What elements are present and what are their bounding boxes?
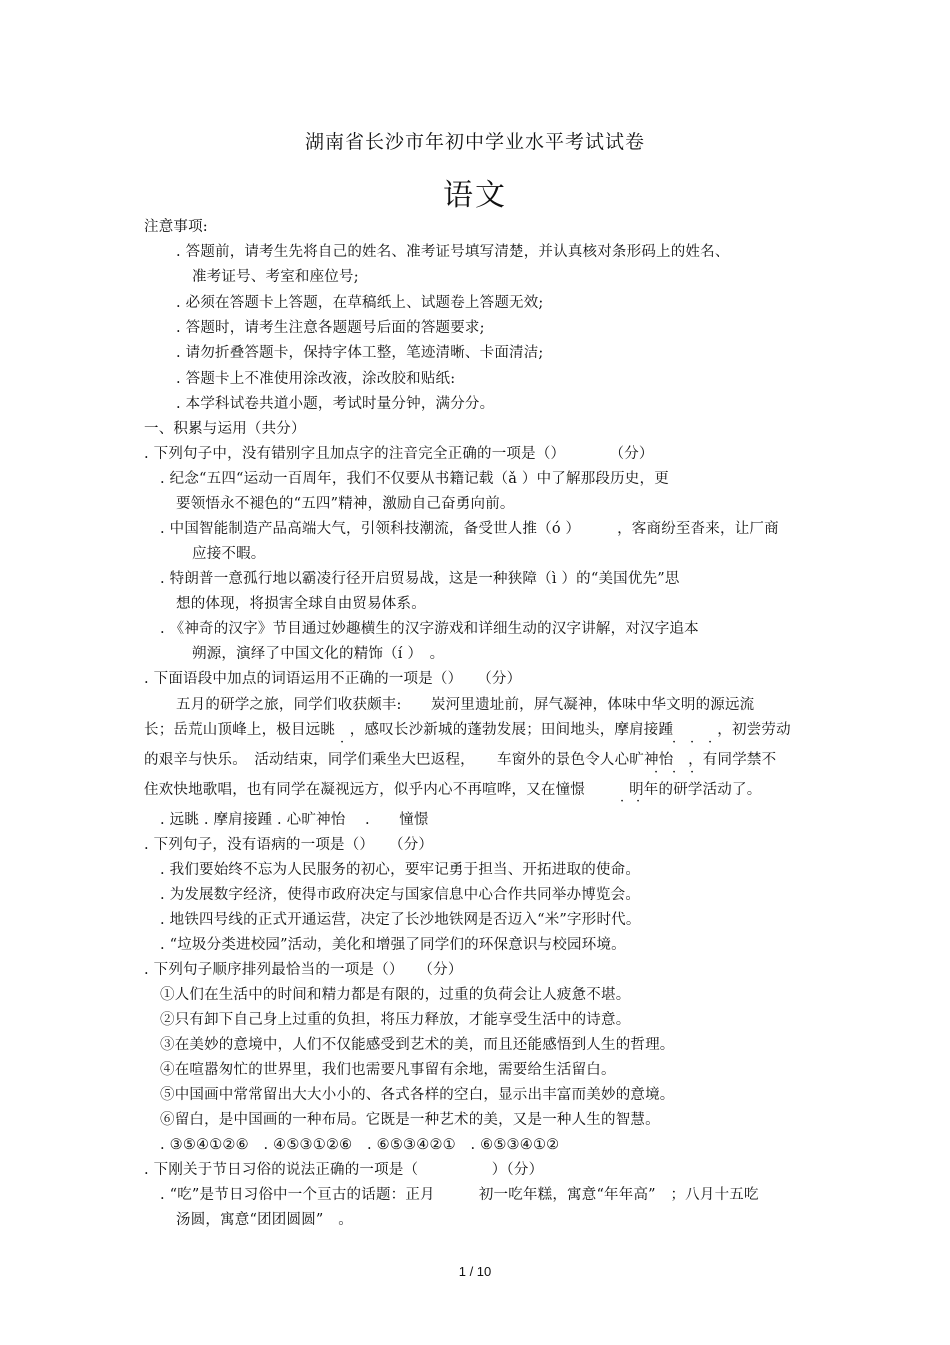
answer-option: . “吃”是节日习俗中一个亘古的话题：正月 初一吃年糕，寓意“年年高” ；八月十五吃	[160, 1187, 759, 1203]
numbered-sentence: ②只有卸下自己身上过重的负担，将压力释放，才能享受生活中的诗意。	[160, 1012, 631, 1028]
numbered-sentence: ⑤中国画中常常留出大大小小的、各式各样的空白，显示出丰富而美妙的意境。	[160, 1087, 675, 1103]
emphasis-dot: ·	[636, 794, 641, 809]
answer-option-continuation: 要领悟永不褪色的“五四”精神，激励自己奋勇向前。	[176, 496, 515, 512]
answer-option-continuation: 汤圆，寓意“团团圆圆” 。	[176, 1212, 353, 1228]
numbered-sentence: ④在喧嚣匆忙的世界里，我们也需要凡事留有余地，需要给生活留白。	[160, 1062, 616, 1078]
question-stem: . 下列句子顺序排列最恰当的一项是（） （分）	[144, 962, 463, 978]
emphasis-dot: ·	[672, 735, 677, 750]
emphasis-dot: ·	[340, 735, 345, 750]
answer-option: . 特朗普一意孤行地以霸凌行径开启贸易战，这是一种狭障（ì ）的“美国优先”思	[160, 571, 680, 587]
note-item: . 请勿折叠答题卡，保持字体工整，笔迹清晰、卡面清洁;	[176, 345, 544, 361]
passage-line: 长；岳荒山顶峰上，极目远眺 ，感叹长沙新城的蓬勃发展；田间地头，摩肩接踵 ，初尝劳动	[144, 722, 791, 738]
question-stem: . 下列句子，没有语病的一项是（） （分）	[144, 837, 434, 853]
answer-option-continuation: 朔源，演绎了中国文化的精饰（í ） 。	[192, 646, 445, 662]
emphasis-dot: ·	[620, 794, 625, 809]
exam-title: 湖南省长沙市年初中学业水平考试试卷	[304, 131, 645, 153]
passage-line: 住欢快地歌唱，也有同学在凝视远方，似乎内心不再喧哗，又在憧憬 明年的研学活动了。	[144, 782, 762, 798]
note-item: . 答题前，请考生先将自己的姓名、准考证号填写清楚，并认真核对条形码上的姓名、	[176, 244, 730, 260]
answer-option: . 中国智能制造产品高端大气，引领科技潮流，备受世人推（ó ） ，客商纷至沓来，让厂商	[160, 521, 779, 537]
question-stem: . 下列句子中，没有错别字且加点字的注音完全正确的一项是（） （分）	[144, 446, 654, 462]
section-heading: 一、积累与运用（共分）	[144, 421, 306, 437]
answer-option-continuation: 应接不暇。	[192, 546, 266, 562]
answer-option: . “垃圾分类进校园”活动，美化和增强了同学们的环保意识与校园环境。	[160, 937, 626, 953]
passage-line: 的艰辛与快乐。 活动结束，同学们乘坐大巴返程， 车窗外的景色令人心旷神怡 ，有同学禁不	[144, 752, 777, 768]
passage-line: 五月的研学之旅，同学们收获颇丰: 炭河里遗址前，屏气凝神，体味中华文明的源远流	[176, 697, 755, 713]
answer-option-continuation: 想的体现，将损害全球自由贸易体系。	[176, 596, 426, 612]
emphasis-dot: ·	[690, 765, 695, 780]
note-item: . 本学科试卷共道小题，考试时量分钟，满分分。	[176, 396, 495, 412]
note-item: . 答题卡上不准使用涂改液，涂改胶和贴纸:	[176, 371, 456, 387]
note-item: . 答题时，请考生注意各题题号后面的答题要求;	[176, 320, 485, 336]
numbered-sentence: ⑥留白，是中国画的一种布局。它既是一种艺术的美，又是一种人生的智慧。	[160, 1112, 660, 1128]
notes-heading: 注意事项:	[144, 219, 208, 235]
emphasis-dot: ·	[672, 765, 677, 780]
note-item: . 必须在答题卡上答题，在草稿纸上、试题卷上答题无效;	[176, 295, 544, 311]
emphasis-dot: ·	[708, 735, 713, 750]
answer-option: . 地铁四号线的正式开通运营，决定了长沙地铁网是否迈入“米”字形时代。	[160, 912, 641, 928]
answer-option: . 我们要始终不忘为人民服务的初心，要牢记勇于担当、开拓进取的使命。	[160, 862, 641, 878]
emphasis-dot: ·	[654, 765, 659, 780]
question-stem: . 下刚关于节日习俗的说法正确的一项是（ ）（分）	[144, 1162, 544, 1178]
numbered-sentence: ①人们在生活中的时间和精力都是有限的，过重的负荷会让人疲惫不堪。	[160, 987, 631, 1003]
answer-options-row: . ③⑤④①②⑥ . ④⑤③①②⑥ . ⑥⑤③④②① . ⑥⑤③④①②	[160, 1137, 560, 1153]
note-item-continuation: 准考证号、考室和座位号;	[192, 269, 359, 285]
page-number: 1 / 10	[458, 1264, 492, 1279]
answer-options-row: . 远眺 . 摩肩接踵 . 心旷神怡 . 憧憬	[160, 812, 429, 828]
emphasis-dot: ·	[690, 735, 695, 750]
answer-option: . 纪念“五四“运动一百周年，我们不仅要从书籍记载（ǎ ）中了解那段历史，更	[160, 471, 669, 487]
question-stem: . 下面语段中加点的词语运用不正确的一项是（） （分）	[144, 671, 522, 687]
answer-option: . 《神奇的汉字》节目通过妙趣横生的汉字游戏和详细生动的汉字讲解，对汉字追本	[160, 621, 699, 637]
answer-option: . 为发展数字经济，使得市政府决定与国家信息中心合作共同举办博览会。	[160, 887, 641, 903]
numbered-sentence: ③在美妙的意境中，人们不仅能感受到艺术的美，而且还能感悟到人生的哲理。	[160, 1037, 675, 1053]
exam-subject: 语文	[443, 178, 507, 213]
